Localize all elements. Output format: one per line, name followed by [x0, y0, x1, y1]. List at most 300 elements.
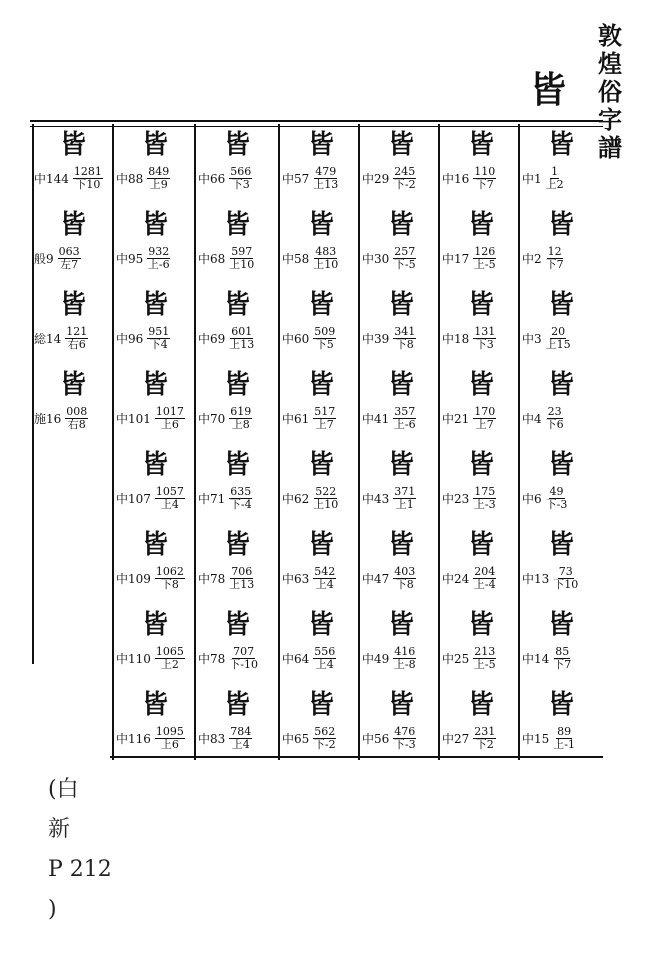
source-code: 中47 — [362, 572, 390, 586]
variant-glyph: 皆 — [223, 130, 250, 160]
page-line-fraction — [473, 646, 496, 671]
source-code: 中110 — [116, 652, 151, 666]
variant-glyph: 皆 — [223, 610, 250, 640]
page-line-fraction — [155, 406, 185, 431]
variant-glyph: 皆 — [547, 610, 574, 640]
source-reference — [282, 166, 338, 191]
line-position: 下4 — [149, 338, 168, 351]
source-reference — [282, 246, 338, 271]
source-reference — [442, 166, 496, 191]
line-position: 上4 — [315, 578, 334, 591]
variant-entry — [196, 128, 276, 208]
variant-entry — [280, 608, 360, 688]
source-reference — [522, 166, 564, 191]
source-reference — [116, 166, 170, 191]
source-code: 中107 — [116, 492, 151, 506]
variant-glyph: 皆 — [387, 610, 414, 640]
line-position: 上-5 — [473, 658, 496, 671]
source-code: 中78 — [198, 572, 226, 586]
source-reference — [282, 326, 336, 351]
line-position: 下10 — [553, 578, 579, 591]
line-position: 下-10 — [229, 658, 258, 671]
source-code: 中16 — [442, 172, 470, 186]
line-position: 下2 — [475, 738, 494, 751]
source-reference — [198, 486, 252, 511]
variant-column — [360, 128, 440, 768]
source-reference — [198, 166, 252, 191]
line-position: 上-6 — [147, 258, 170, 271]
line-position: 下7 — [545, 258, 564, 271]
variant-entry — [114, 688, 194, 768]
variant-glyph: 皆 — [547, 370, 574, 400]
page-line-fraction — [313, 406, 336, 431]
source-reference — [442, 326, 496, 351]
variant-glyph: 皆 — [387, 530, 414, 560]
variant-glyph: 皆 — [387, 210, 414, 240]
variant-entry — [440, 528, 520, 608]
page-line-fraction — [313, 166, 338, 191]
line-position: 上-4 — [473, 578, 496, 591]
variant-glyph: 皆 — [141, 530, 168, 560]
page-number: 517 — [314, 405, 336, 418]
page-line-fraction — [65, 326, 88, 351]
line-position: 上-5 — [473, 258, 496, 271]
page-number: 403 — [394, 565, 416, 578]
page-number: 1057 — [155, 485, 184, 498]
variant-entry — [520, 688, 600, 768]
page-line-fraction — [313, 246, 338, 271]
source-reference — [362, 166, 416, 191]
top-rule — [30, 120, 603, 122]
page-line-fraction — [553, 646, 571, 671]
page-line-fraction — [546, 486, 568, 511]
page-line-fraction — [229, 246, 254, 271]
page-line-fraction — [313, 486, 338, 511]
page-line-fraction — [155, 646, 185, 671]
source-code: 中23 — [442, 492, 470, 506]
variant-entry — [32, 288, 112, 368]
page-line-fraction — [155, 726, 185, 751]
variant-entry — [196, 528, 276, 608]
variant-glyph: 皆 — [467, 690, 494, 720]
page-number: 542 — [314, 565, 336, 578]
variant-entry — [520, 208, 600, 288]
variant-entry — [360, 688, 440, 768]
page-number: 231 — [474, 725, 496, 738]
page-line-fraction — [58, 246, 81, 271]
page-number: 784 — [230, 725, 252, 738]
variant-glyph: 皆 — [141, 450, 168, 480]
page-number: 20 — [551, 325, 566, 338]
source-reference — [282, 566, 336, 591]
page-number: 476 — [394, 725, 416, 738]
source-code: 中78 — [198, 652, 226, 666]
source-reference — [362, 486, 416, 511]
variant-entry — [114, 368, 194, 448]
source-reference — [116, 486, 185, 511]
page-line-fraction — [229, 566, 254, 591]
page-line-fraction — [393, 326, 416, 351]
variant-entry — [360, 128, 440, 208]
variant-entry — [280, 128, 360, 208]
page-line-fraction — [393, 726, 416, 751]
variant-glyph: 皆 — [141, 210, 168, 240]
source-reference — [442, 246, 496, 271]
page-number: 175 — [474, 485, 496, 498]
line-position: 上-8 — [393, 658, 416, 671]
variant-entry — [440, 288, 520, 368]
page-line-fraction — [229, 486, 252, 511]
page-line-fraction — [393, 646, 416, 671]
page-number: 597 — [231, 245, 253, 258]
source-code: 中2 — [522, 252, 542, 266]
page-number: 85 — [555, 645, 570, 658]
source-reference — [522, 726, 575, 751]
page-number: 509 — [314, 325, 336, 338]
page-number: 635 — [230, 485, 252, 498]
source-reference — [116, 326, 170, 351]
source-code: 般9 — [34, 252, 54, 266]
source-code: 中71 — [198, 492, 226, 506]
variant-glyph: 皆 — [467, 290, 494, 320]
variant-glyph: 皆 — [141, 610, 168, 640]
page-number: 204 — [474, 565, 496, 578]
variant-entry — [440, 128, 520, 208]
source-code: 中49 — [362, 652, 390, 666]
page-line-fraction — [155, 486, 185, 511]
page-number: 245 — [394, 165, 416, 178]
page-number: 1095 — [155, 725, 184, 738]
variant-glyph: 皆 — [467, 530, 494, 560]
source-code: 中109 — [116, 572, 151, 586]
line-position: 下6 — [545, 418, 564, 431]
source-reference — [116, 566, 185, 591]
page-line-fraction — [393, 486, 416, 511]
source-code: 中56 — [362, 732, 390, 746]
line-position: 上15 — [545, 338, 571, 351]
source-code: 中41 — [362, 412, 390, 426]
line-position: 下-3 — [393, 738, 416, 751]
variant-glyph: 皆 — [307, 130, 334, 160]
variant-column — [520, 128, 600, 768]
source-reference — [282, 646, 336, 671]
line-position: 下-2 — [393, 178, 416, 191]
line-position: 下7 — [553, 658, 572, 671]
variant-glyph: 皆 — [307, 530, 334, 560]
variant-glyph: 皆 — [547, 290, 574, 320]
source-code: 中25 — [442, 652, 470, 666]
book-title — [596, 22, 624, 162]
page-line-fraction — [473, 326, 496, 351]
source-code: 中144 — [34, 172, 69, 186]
variant-entry — [520, 448, 600, 528]
source-reference — [362, 326, 416, 351]
source-reference — [442, 646, 496, 671]
page-line-fraction — [313, 326, 336, 351]
page-number: 371 — [394, 485, 416, 498]
source-reference — [442, 406, 496, 431]
source-reference — [522, 406, 564, 431]
page-number: 951 — [148, 325, 170, 338]
page-number: 1281 — [73, 165, 102, 178]
variant-glyph: 皆 — [141, 370, 168, 400]
line-position: 上6 — [160, 418, 179, 431]
source-reference — [34, 166, 103, 191]
variant-entry — [360, 368, 440, 448]
line-position: 上-3 — [473, 498, 496, 511]
variant-entry — [196, 688, 276, 768]
page-number: 932 — [148, 245, 170, 258]
source-code: 中83 — [198, 732, 226, 746]
source-reference — [362, 726, 416, 751]
variant-glyph: 皆 — [387, 450, 414, 480]
variant-entry — [520, 128, 600, 208]
line-position: 下-3 — [545, 498, 568, 511]
variant-glyph: 皆 — [59, 370, 86, 400]
page-number: 1065 — [155, 645, 184, 658]
line-position: 上13 — [229, 578, 255, 591]
source-code: 中62 — [282, 492, 310, 506]
page-line-fraction — [546, 326, 571, 351]
book-title-char: 敦 — [598, 21, 622, 50]
variant-glyph: 皆 — [59, 130, 86, 160]
page-line-fraction — [155, 566, 185, 591]
variant-entry — [280, 288, 360, 368]
variant-glyph: 皆 — [467, 210, 494, 240]
line-position: 上-6 — [393, 418, 416, 431]
source-code: 中95 — [116, 252, 144, 266]
page-number: 257 — [394, 245, 416, 258]
source-reference — [198, 646, 258, 671]
page-number: 121 — [66, 325, 88, 338]
page-line-fraction — [473, 566, 496, 591]
source-reference — [362, 406, 416, 431]
variant-entry — [280, 688, 360, 768]
variant-entry — [196, 448, 276, 528]
page-line-fraction — [393, 246, 416, 271]
book-title-char: 譜 — [598, 133, 622, 162]
source-reference — [442, 566, 496, 591]
variant-entry — [360, 208, 440, 288]
source-code: 中64 — [282, 652, 310, 666]
line-position: 下7 — [475, 178, 494, 191]
margin-note — [48, 770, 112, 930]
variant-glyph: 皆 — [467, 130, 494, 160]
source-reference — [34, 246, 81, 271]
source-code: 中57 — [282, 172, 310, 186]
page-number: 416 — [394, 645, 416, 658]
variant-entry — [440, 688, 520, 768]
variant-entry — [360, 528, 440, 608]
source-code: 中13 — [522, 572, 550, 586]
page-line-fraction — [229, 166, 252, 191]
line-position: 上7 — [475, 418, 494, 431]
source-code: 中70 — [198, 412, 226, 426]
page-number: 562 — [314, 725, 336, 738]
page-line-fraction — [147, 326, 170, 351]
line-position: 下3 — [231, 178, 250, 191]
book-title-char: 字 — [598, 105, 622, 134]
page-line-fraction — [393, 166, 416, 191]
line-position: 右8 — [67, 418, 86, 431]
source-code: 中88 — [116, 172, 144, 186]
line-position: 下10 — [75, 178, 101, 191]
column-divider — [358, 124, 360, 760]
line-position: 上4 — [160, 498, 179, 511]
source-reference — [116, 406, 185, 431]
page-number: 89 — [557, 725, 572, 738]
page-number: 008 — [66, 405, 88, 418]
page-number: 1 — [551, 165, 559, 178]
page-number: 126 — [474, 245, 496, 258]
variant-entry — [114, 448, 194, 528]
page-line-fraction — [473, 486, 496, 511]
line-position: 上10 — [229, 258, 255, 271]
source-reference — [442, 726, 496, 751]
variant-glyph: 皆 — [307, 290, 334, 320]
page-number: 213 — [474, 645, 496, 658]
page-number: 49 — [549, 485, 564, 498]
variant-glyph: 皆 — [467, 370, 494, 400]
line-position: 上7 — [315, 418, 334, 431]
variant-entry — [114, 288, 194, 368]
line-position: 下5 — [315, 338, 334, 351]
source-code: 中101 — [116, 412, 151, 426]
variant-glyph: 皆 — [59, 210, 86, 240]
line-position: 上4 — [231, 738, 250, 751]
page-number: 707 — [233, 645, 255, 658]
variant-column — [196, 128, 276, 768]
source-code: 中96 — [116, 332, 144, 346]
variant-glyph: 皆 — [141, 130, 168, 160]
variant-glyph: 皆 — [223, 690, 250, 720]
page-line-fraction — [393, 406, 416, 431]
source-code: 中116 — [116, 732, 151, 746]
page-line-fraction — [546, 406, 564, 431]
page-line-fraction — [553, 726, 575, 751]
variant-glyph: 皆 — [223, 290, 250, 320]
page-number: 556 — [314, 645, 336, 658]
page-number: 110 — [474, 165, 496, 178]
line-position: 上8 — [231, 418, 250, 431]
variant-glyph: 皆 — [307, 370, 334, 400]
page-number: 1062 — [155, 565, 184, 578]
source-code: 中63 — [282, 572, 310, 586]
page-line-fraction — [473, 406, 496, 431]
column-divider — [278, 124, 280, 760]
variant-entry — [280, 208, 360, 288]
source-code: 中30 — [362, 252, 390, 266]
page-line-fraction — [473, 246, 496, 271]
page-line-fraction — [73, 166, 103, 191]
variant-glyph: 皆 — [307, 450, 334, 480]
page-line-fraction — [147, 166, 170, 191]
column-divider — [112, 124, 114, 760]
page-line-fraction — [546, 166, 564, 191]
variant-entry — [440, 448, 520, 528]
source-code: 中18 — [442, 332, 470, 346]
line-position: 上13 — [229, 338, 255, 351]
line-position: 下8 — [395, 578, 414, 591]
variant-entry — [196, 368, 276, 448]
source-code: 中17 — [442, 252, 470, 266]
page-number: 1017 — [155, 405, 184, 418]
source-code: 中68 — [198, 252, 226, 266]
line-position: 下-5 — [393, 258, 416, 271]
source-code: 中6 — [522, 492, 542, 506]
variant-entry — [32, 128, 112, 208]
variant-entry — [280, 528, 360, 608]
page-number: 131 — [474, 325, 496, 338]
page-number: 619 — [230, 405, 252, 418]
line-position: 上2 — [545, 178, 564, 191]
variant-glyph: 皆 — [223, 210, 250, 240]
page-line-fraction — [313, 646, 336, 671]
page-line-fraction — [147, 246, 170, 271]
page-number: 522 — [315, 485, 337, 498]
variant-entry — [520, 368, 600, 448]
source-code: 中65 — [282, 732, 310, 746]
variant-entry — [360, 448, 440, 528]
source-reference — [522, 486, 567, 511]
variant-glyph: 皆 — [223, 530, 250, 560]
line-position: 上10 — [313, 498, 339, 511]
book-title-char: 俗 — [598, 77, 622, 106]
page-number: 601 — [231, 325, 253, 338]
variant-entry — [440, 608, 520, 688]
variant-glyph: 皆 — [467, 450, 494, 480]
page-number: 849 — [148, 165, 170, 178]
page-line-fraction — [553, 566, 578, 591]
line-position: 左7 — [60, 258, 79, 271]
variant-glyph: 皆 — [387, 130, 414, 160]
source-reference — [362, 246, 416, 271]
variant-entry — [114, 528, 194, 608]
variant-entry — [360, 608, 440, 688]
line-position: 上1 — [395, 498, 414, 511]
variant-glyph: 皆 — [141, 690, 168, 720]
source-code: 中1 — [522, 172, 542, 186]
variant-entry — [440, 368, 520, 448]
source-reference — [198, 726, 252, 751]
book-title-char: 煌 — [598, 49, 622, 78]
page-line-fraction — [313, 726, 336, 751]
page-line-fraction — [393, 566, 416, 591]
source-code: 中29 — [362, 172, 390, 186]
margin-note-line: 新 — [48, 817, 71, 842]
source-code: 中58 — [282, 252, 310, 266]
source-reference — [198, 566, 254, 591]
variant-glyph: 皆 — [141, 290, 168, 320]
source-reference — [116, 646, 185, 671]
variant-entry — [440, 208, 520, 288]
page-line-fraction — [65, 406, 88, 431]
margin-note-line: ) — [48, 897, 57, 922]
variant-entry — [32, 208, 112, 288]
source-code: 中43 — [362, 492, 390, 506]
column-divider — [194, 124, 196, 760]
variant-glyph: 皆 — [547, 450, 574, 480]
variant-column — [280, 128, 360, 768]
page-line-fraction — [546, 246, 564, 271]
source-code: 中14 — [522, 652, 550, 666]
source-reference — [34, 406, 88, 431]
source-code: 中60 — [282, 332, 310, 346]
page-line-fraction — [473, 726, 496, 751]
head-character: 皆 — [530, 69, 567, 111]
line-position: 上-1 — [553, 738, 575, 751]
variant-glyph: 皆 — [223, 450, 250, 480]
